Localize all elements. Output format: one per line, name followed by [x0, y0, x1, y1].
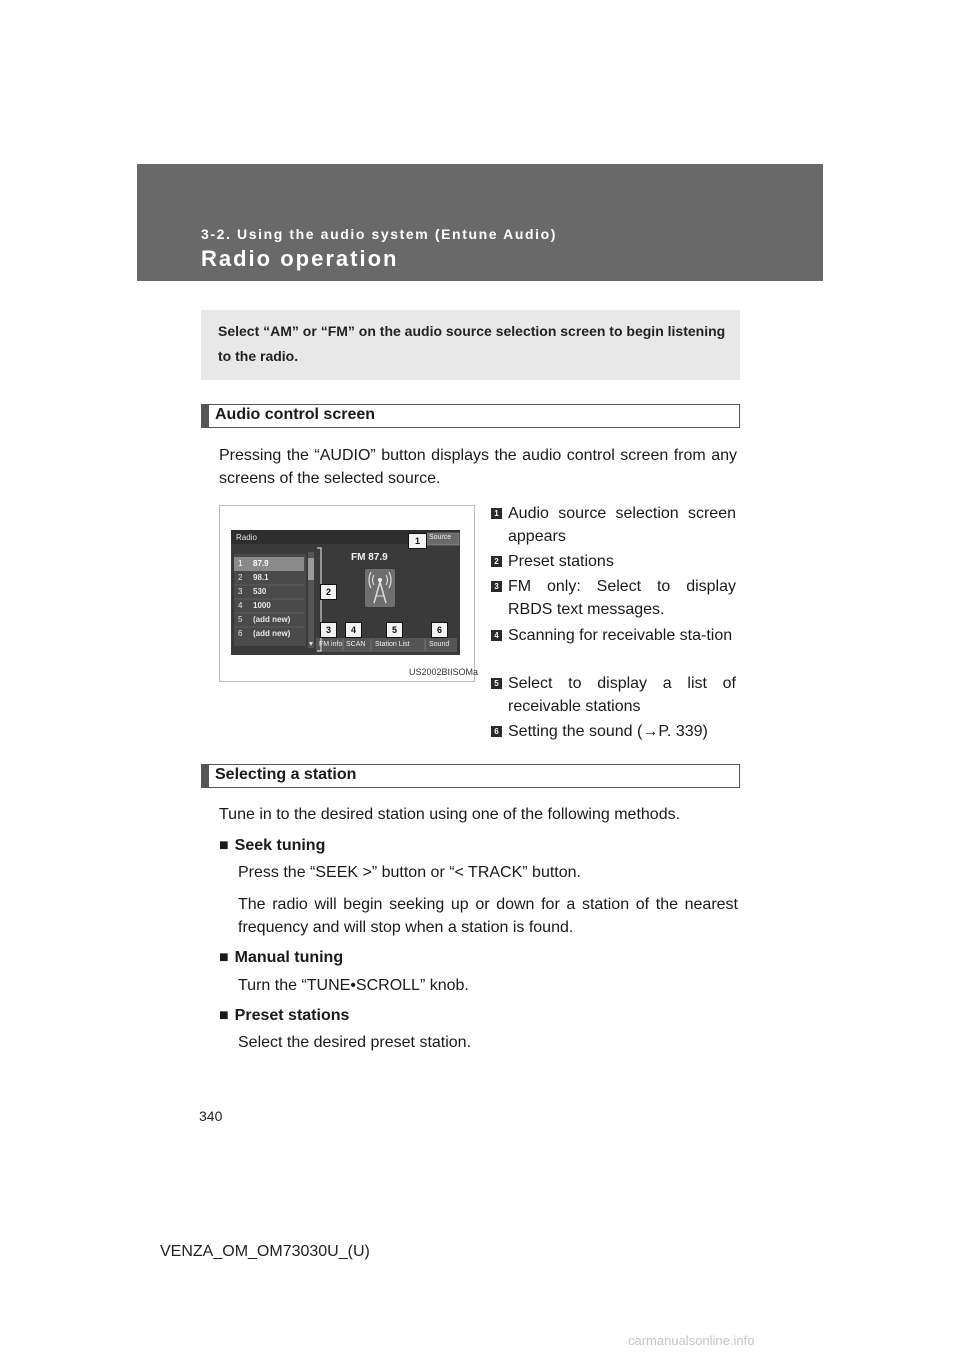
legend-number: 2 [491, 556, 502, 567]
legend-text: Preset stations [508, 553, 614, 570]
source-button: Source [429, 534, 452, 541]
method-heading-preset [219, 1007, 349, 1025]
callout-6: 6 [431, 622, 448, 638]
legend-text: Select to display a list of receivable stations [508, 675, 736, 715]
legend-text: FM only: Select to display RBDS text messages. [508, 578, 736, 618]
intro-text: Select “AM” or “FM” on the audio source selection screen to begin listening to the radio. [218, 323, 726, 364]
radio-screen-illustration [231, 530, 460, 655]
section-heading-text: Selecting a station [215, 766, 357, 783]
bullet-square-icon: ■ [219, 949, 229, 966]
callout-3: 3 [320, 622, 337, 638]
callout-1: 1 [408, 533, 427, 549]
method-line: Turn the “TUNE•SCROLL” knob. [238, 977, 469, 994]
preset-label: 87.9 [253, 559, 269, 568]
audio-control-paragraph: Pressing the “AUDIO” button displays the audio control screen from any screens of the selected source. [219, 447, 737, 487]
method-line: The radio will begin seeking up or down for a station of the nearest frequency and will stop when a station is found. [238, 896, 738, 936]
section-heading-audio-control [201, 404, 740, 428]
selecting-intro: Tune in to the desired station using one of the following methods. [219, 806, 681, 823]
method-title: Seek tuning [234, 837, 326, 854]
legend-text: Setting the sound (→P. 339) [508, 723, 708, 740]
screen-title: Radio [236, 533, 257, 542]
section-label: 3-2. Using the audio system (Entune Audio) [201, 226, 558, 242]
preset-number: 5 [238, 615, 243, 624]
figure-code: US2002BIISOMa [409, 667, 479, 677]
bullet-square-icon: ■ [219, 1007, 229, 1024]
document-code: VENZA_OM_OM73030U_(U) [160, 1243, 370, 1260]
bullet-square-icon: ■ [219, 837, 229, 854]
legend-number: 4 [491, 630, 502, 641]
legend-number: 5 [491, 678, 502, 689]
preset-label: 530 [253, 587, 267, 596]
callout-4: 4 [345, 622, 362, 638]
section-heading-text: Audio control screen [215, 406, 376, 423]
fm-info-button: FM info [319, 641, 343, 648]
legend-number: 1 [491, 508, 502, 519]
legend-number: 6 [491, 726, 502, 737]
method-line: Select the desired preset station. [238, 1034, 472, 1051]
preset-number: 2 [238, 573, 243, 582]
scan-button: SCAN [346, 641, 366, 648]
preset-label: 1000 [253, 601, 271, 610]
legend-text: Audio source selection screen appears [508, 505, 736, 545]
section-heading-selecting-station [201, 764, 740, 788]
method-heading-manual [219, 949, 343, 967]
page-title: Radio operation [201, 246, 399, 271]
preset-number: 6 [238, 629, 243, 638]
sound-button: Sound [429, 641, 450, 648]
legend-number: 3 [491, 581, 502, 592]
method-title: Preset stations [234, 1007, 350, 1024]
preset-label: (add new) [253, 629, 291, 638]
method-line: Press the “SEEK >” button or “< TRACK” button. [238, 864, 581, 881]
station-list-button: Station List [375, 641, 410, 648]
method-heading-seek [219, 837, 325, 855]
preset-number: 3 [238, 587, 243, 596]
frequency-display: FM 87.9 [351, 552, 388, 563]
legend-text: Scanning for receivable sta-tion [508, 627, 733, 644]
page-number: 340 [199, 1108, 223, 1124]
callout-2: 2 [320, 584, 337, 600]
preset-label: 98.1 [253, 573, 269, 582]
callout-5: 5 [386, 622, 403, 638]
watermark: carmanualsonline.info [628, 1333, 755, 1348]
preset-label: (add new) [253, 615, 291, 624]
method-title: Manual tuning [234, 949, 344, 966]
preset-number: 1 [238, 559, 243, 568]
preset-number: 4 [238, 601, 243, 610]
